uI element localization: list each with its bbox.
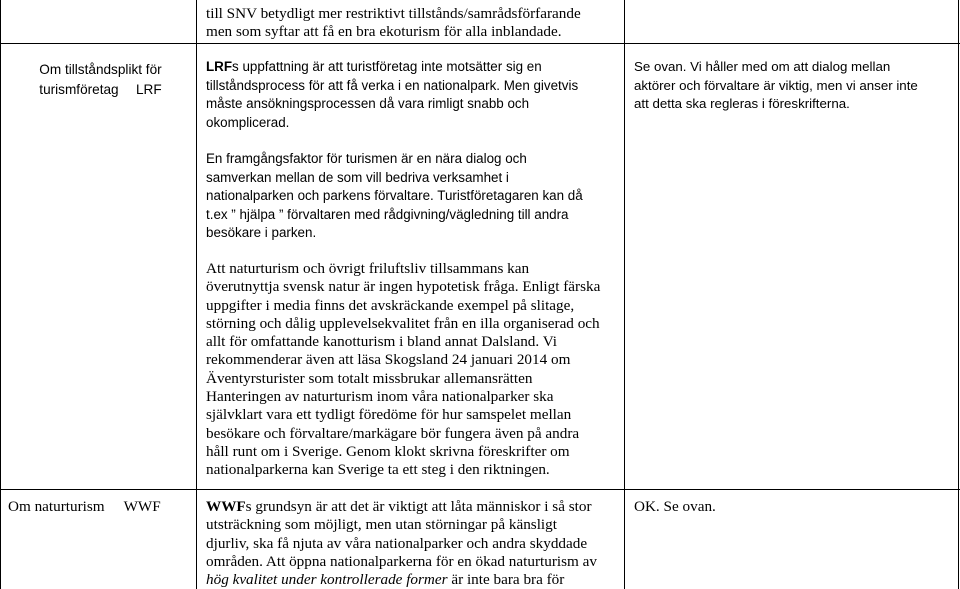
org-name-lrf: LRF (206, 59, 233, 74)
response-line: aktörer och förvaltare är viktig, men vi anser inte (634, 77, 918, 93)
proposal-line: Äventyrsturister som totalt missbrukar allemansrätten (206, 369, 533, 387)
proposal-line: nationalparkerna kan Sverige ta ett steg i den riktningen. (206, 461, 550, 479)
table-border-left (0, 0, 1, 589)
proposal-line: allt för omfattande kanotturism i bland annat Dalsland. Vi (206, 333, 557, 351)
response-cell-wwf (634, 498, 956, 516)
proposal-text: s uppfattning är att turistföretag inte motsätter sig en (232, 59, 542, 74)
proposal-line: besökare och förvaltare/markägare bör fungera även på andra (206, 424, 580, 442)
proposal-line: tillståndsprocess för att få verka i en nationalpark. Men givetvis (206, 77, 579, 93)
proposal-line: måste ansökningsprocessen då vara rimligt snabb och (206, 96, 530, 111)
proposal-line: samverkan mellan de som vill bedriva verksamhet i (206, 169, 509, 185)
proposal-line: håll runt om i Sverige. Genom klokt skrivna föreskrifter om (206, 442, 570, 460)
proposal-text: är inte bara bra för (447, 571, 565, 589)
response-cell-lrf (634, 58, 956, 114)
proposal-line: områden. Att öppna nationalparkerna för en ökad naturturism av (206, 552, 597, 570)
proposal-line: Hanteringen av naturturism inom våra nationalparker ska (206, 388, 554, 406)
response-text: OK. Se ovan. (634, 498, 716, 515)
response-line: Se ovan. Vi håller med om att dialog mellan (634, 59, 891, 74)
table-border-col1 (196, 0, 197, 589)
proposal-line: utsträckning som möjligt, men utan störningar på känsligt (206, 516, 557, 534)
topic-cell-lrf (8, 60, 193, 100)
proposal-line: besökare i parken. (206, 225, 317, 240)
topic-line: Om tillståndsplikt för (39, 62, 162, 77)
emphasis-text: hög kvalitet under kontrollerade former (206, 571, 448, 589)
proposal-line: störning och dålig upplevelsekvalitet från en illa organiserad och (206, 314, 600, 332)
proposal-line: uppgifter i media finns det avskräckande exempel på slitage, (206, 296, 575, 314)
table-border-right (958, 0, 959, 589)
proposal-lrf-p3 (206, 260, 621, 480)
table-border-col2 (624, 0, 625, 589)
proposal-lrf-p1 (206, 58, 621, 132)
proposal-line: t.ex ” hjälpa ” förvaltaren med rådgivning/vägledning till andra (206, 206, 569, 222)
proposal-line: självklart vara ett tydligt föredöme för hur samspelet mellan (206, 406, 572, 424)
proposal-line: till SNV betydligt mer restriktivt tillstånds/samrådsförfarande (206, 5, 581, 22)
topic-cell-wwf (8, 498, 193, 516)
proposal-line: okomplicerad. (206, 114, 290, 130)
proposal-line: nationalparken och parkens förvaltare. Turistföretagaren kan då (206, 188, 583, 203)
proposal-line: djurliv, ska få njuta av våra nationalparker och andra skyddade (206, 534, 588, 552)
topic-text: Om naturturism WWF (8, 498, 161, 515)
proposal-line: En framgångsfaktor för turismen är en nära dialog och (206, 151, 527, 166)
proposal-lrf-p2 (206, 150, 621, 243)
proposal-line: Att naturturism och övrigt friluftsliv tillsammans kan (206, 260, 530, 277)
proposal-text: s grundsyn är att det är viktigt att låta människor i så stor (245, 498, 592, 515)
proposal-line: men som syftar att få en bra ekoturism för alla inblandade. (206, 23, 562, 41)
response-line: att detta ska regleras i föreskrifterna. (634, 96, 850, 111)
proposal-line: rekommenderar även att läsa Skogsland 24 januari 2014 om (206, 351, 571, 369)
proposal-cell-row0 (206, 5, 621, 42)
org-name-wwf: WWF (206, 498, 246, 515)
topic-line: turismföretag LRF (39, 82, 162, 97)
table-row-border-1 (0, 43, 960, 44)
proposal-line: överutnyttja svensk natur är ingen hypotetisk fråga. Enligt färska (206, 278, 601, 296)
proposal-wwf (206, 498, 621, 589)
table-row-border-2 (0, 489, 960, 490)
